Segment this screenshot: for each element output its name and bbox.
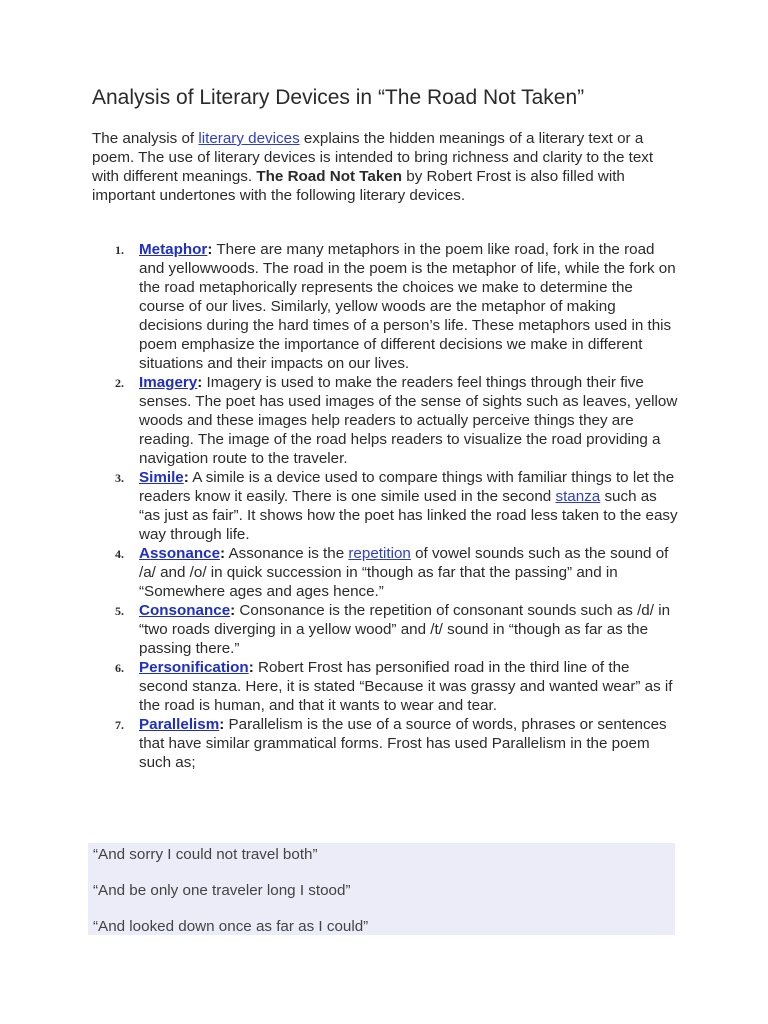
list-number: 4. xyxy=(115,547,124,561)
intro-text-3: by Robert Frost is also filled with important undertones with the following literary devices. xyxy=(92,168,625,204)
item-text: Parallelism is the use of a source of words, phrases or sentences that have similar grammatical forms. Frost has used Parallelism in the poem such as; xyxy=(139,716,667,771)
list-number: 5. xyxy=(115,604,124,618)
item-text: of vowel sounds such as the sound of /a/ and /o/ in quick succession in “though as far that the passing” and in “Somewhere ages and ages hence.” xyxy=(139,545,669,600)
term-colon: : xyxy=(197,374,203,391)
list-number: 1. xyxy=(115,243,124,257)
list-item-parallelism xyxy=(92,715,682,772)
stanza-link[interactable]: stanza xyxy=(555,488,601,505)
list-number: 6. xyxy=(115,661,124,675)
list-number: 3. xyxy=(115,471,124,485)
list-item-simile xyxy=(92,468,682,544)
quote-line-3: “And looked down once as far as I could” xyxy=(93,918,369,935)
quote-line-2: “And be only one traveler long I stood” xyxy=(93,882,351,899)
personification-link[interactable]: Personification xyxy=(139,659,249,676)
item-text: There are many metaphors in the poem like road, fork in the road and yellowwoods. The road in the poem is the metaphor of life, while the fork on the road metaphorically represents the choices we make to determine the course of our lives. Similarly, yellow woods are the metaphor of making decisions during the hard times of a person’s life. These metaphors used in this poem emphasize the importance of different decisions we make in different situations and their impacts on our lives. xyxy=(139,241,676,372)
list-number: 2. xyxy=(115,376,124,390)
list-item-metaphor xyxy=(92,240,682,373)
term-colon: : xyxy=(183,469,189,486)
list-item-imagery xyxy=(92,373,682,468)
list-item-consonance xyxy=(92,601,682,658)
repetition-link[interactable]: repetition xyxy=(348,545,411,562)
list-item-personification xyxy=(92,658,682,715)
item-text: A simile is a device used to compare things with familiar things to let the readers know it easily. There is one simile used in the second xyxy=(139,469,675,505)
item-text: Robert Frost has personified road in the third line of the second stanza. Here, it is stated “Because it was grassy and wanted wear” as if the road is human, and that it wants to wear and tear. xyxy=(139,659,673,714)
page-title: Analysis of Literary Devices in “The Road Not Taken” xyxy=(92,86,585,109)
item-text: such as “as just as fair”. It shows how the poet has linked the road less taken to the easy way through life. xyxy=(139,488,678,543)
item-text: Assonance is the xyxy=(225,545,349,562)
parallelism-link[interactable]: Parallelism xyxy=(139,716,220,733)
item-text: Consonance is the repetition of consonant sounds such as /d/ in “two roads diverging in a yellow wood” and /t/ sound in “though as far as the passing there.” xyxy=(139,602,671,657)
consonance-link[interactable]: Consonance xyxy=(139,602,231,619)
term-colon: : xyxy=(220,545,226,562)
poem-title-bold: The Road Not Taken xyxy=(256,168,403,185)
literary-devices-link[interactable]: literary devices xyxy=(198,130,300,147)
term-colon: : xyxy=(230,602,236,619)
quote-line-1: “And sorry I could not travel both” xyxy=(93,846,318,863)
list-number: 7. xyxy=(115,718,124,732)
term-colon: : xyxy=(219,716,225,733)
simile-link[interactable]: Simile xyxy=(139,469,184,486)
metaphor-link[interactable]: Metaphor xyxy=(139,241,208,258)
literary-devices-list xyxy=(92,240,682,772)
item-text: Imagery is used to make the readers feel things through their five senses. The poet has used images of the sense of sights such as leaves, yellow woods and these images help readers to actually perceive things they are reading. The image of the road helps readers to visualize the road providing a navigation route to the traveler. xyxy=(139,374,678,467)
assonance-link[interactable]: Assonance xyxy=(139,545,221,562)
imagery-link[interactable]: Imagery xyxy=(139,374,198,391)
intro-text-2: explains the hidden meanings of a literary text or a poem. The use of literary devices is intended to bring richness and clarity to the text with different meanings. xyxy=(92,130,654,185)
list-item-assonance xyxy=(92,544,682,601)
term-colon: : xyxy=(248,659,254,676)
intro-paragraph xyxy=(92,129,680,205)
term-colon: : xyxy=(207,241,213,258)
poem-quotes-block xyxy=(88,843,675,935)
intro-text-1: The analysis of xyxy=(92,130,199,147)
